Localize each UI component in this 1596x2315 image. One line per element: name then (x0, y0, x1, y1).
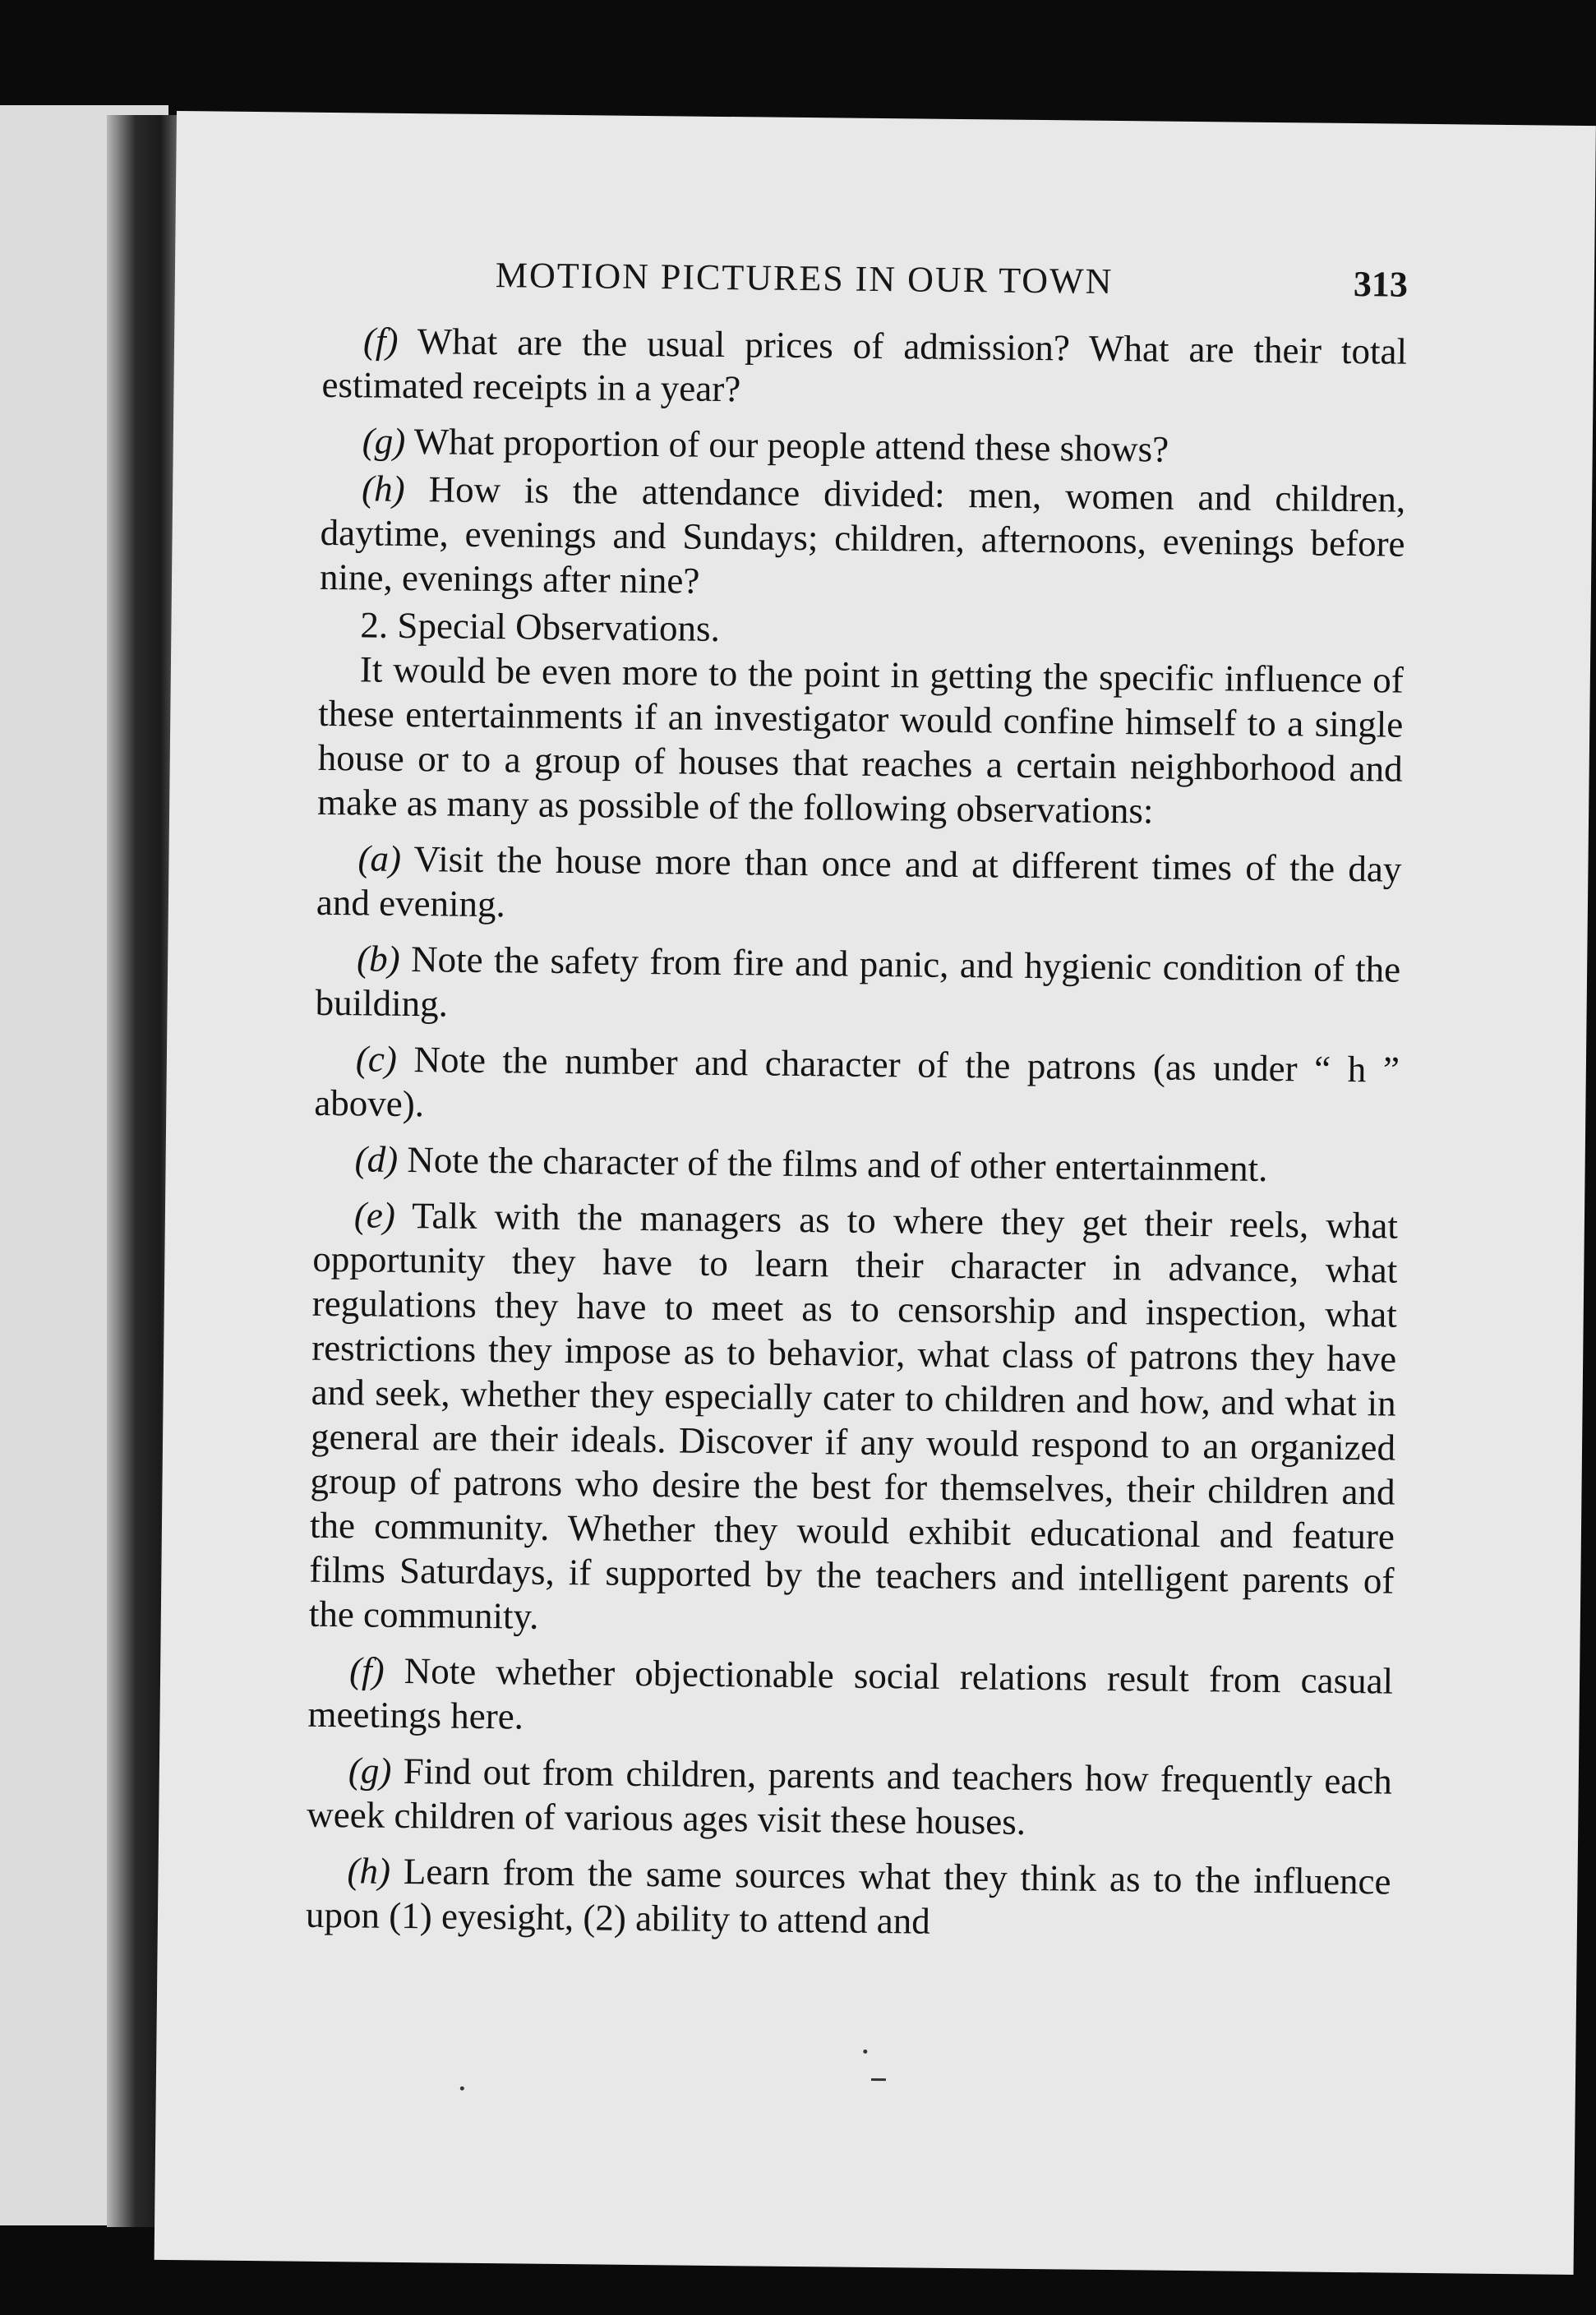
paragraph-marker: (h) (347, 1850, 391, 1892)
paragraph-marker: (b) (356, 938, 400, 980)
paragraph-marker: (g) (362, 420, 406, 462)
dust-speck (863, 2050, 867, 2054)
paragraph-text: Visit the house more than once and at different times of the day and evening. (316, 838, 1402, 925)
paragraph-text: Note the character of the films and of other entertainment. (407, 1139, 1268, 1189)
paragraph-text: What are the usual prices of admission? What are their total estimated receipts in a year? (321, 321, 1408, 410)
paragraph-f-prices (321, 318, 1407, 418)
page-number: 313 (1353, 264, 1409, 305)
paragraph-g-frequency (307, 1748, 1392, 1848)
paragraph-g-proportion (321, 418, 1406, 474)
book-page (155, 111, 1596, 2275)
dust-speck (460, 2087, 464, 2091)
paragraph-marker: (f) (348, 1649, 385, 1691)
paragraph-text: Find out from children, parents and teachers how frequently each week children of various ages visit these houses. (307, 1750, 1393, 1842)
paragraph-b-safety (315, 936, 1400, 1036)
paragraph-text: What proportion of our people attend these shows? (413, 421, 1169, 470)
paragraph-a-visit (316, 836, 1402, 936)
paragraph-text: Note the safety from fire and panic, and hygienic condition of the building. (315, 938, 1401, 1025)
paragraph-e-managers (309, 1192, 1399, 1648)
paragraph-text: Note the number and character of the patrons (as under “ h ” above). (314, 1039, 1400, 1125)
running-title: MOTION PICTURES IN OUR TOWN (495, 255, 1114, 302)
paragraph-text: Talk with the managers as to where they get their reels, what opportunity they have to learn their character in advance, what regulations they have to meet as to censorship and inspection, what restrictions they impose as to behavior, what class of patrons they have and seek, whether they especially cater to children and how, and what in general are their ideals. Discover if any would respond to an organized group of patrons who desire the best for themselves, their children and the community. Whether they would exhibit educational and feature films Saturdays, if supported by the teachers and intelligent parents of the community. (308, 1195, 1399, 1637)
paragraph-marker: (c) (355, 1038, 398, 1080)
print-mark (871, 2078, 886, 2081)
paragraph-text: How is the attendance divided: men, women and children, daytime, evenings and Sundays; children, afternoons, evenings before nine, evenings after nine? (319, 468, 1406, 602)
paragraph-marker: (h) (361, 468, 405, 510)
paragraph-f-social-relations (307, 1648, 1393, 1748)
paragraph-marker: (e) (353, 1194, 396, 1236)
paragraph-marker: (g) (348, 1750, 392, 1792)
paragraph-text: It would be even more to the point in getting the specific influence of these entertainments if an investigator would confine himself to a single house or to a group of houses that reaches a certain neighborhood and make as many as possible of the following observations: (316, 648, 1405, 832)
paragraph-c-patrons (314, 1036, 1400, 1137)
section-heading-text: 2. Special Observations. (360, 604, 721, 649)
body-text (306, 318, 1408, 1960)
paragraph-h-attendance (320, 466, 1406, 611)
paragraph-text: Note whether objectionable social relations result from casual meetings here. (307, 1650, 1394, 1737)
paragraph-h-influence (306, 1848, 1391, 1948)
paragraph-intro-observations (317, 647, 1404, 836)
paragraph-d-films (313, 1137, 1398, 1192)
paragraph-marker: (a) (357, 837, 402, 879)
page-header (496, 254, 1408, 306)
paragraph-marker: (f) (362, 320, 399, 362)
paragraph-marker: (d) (354, 1138, 399, 1180)
paragraph-text: Learn from the same sources what they think as to the influence upon (1) eyesight, (2) ability to attend and (305, 1851, 1391, 1942)
